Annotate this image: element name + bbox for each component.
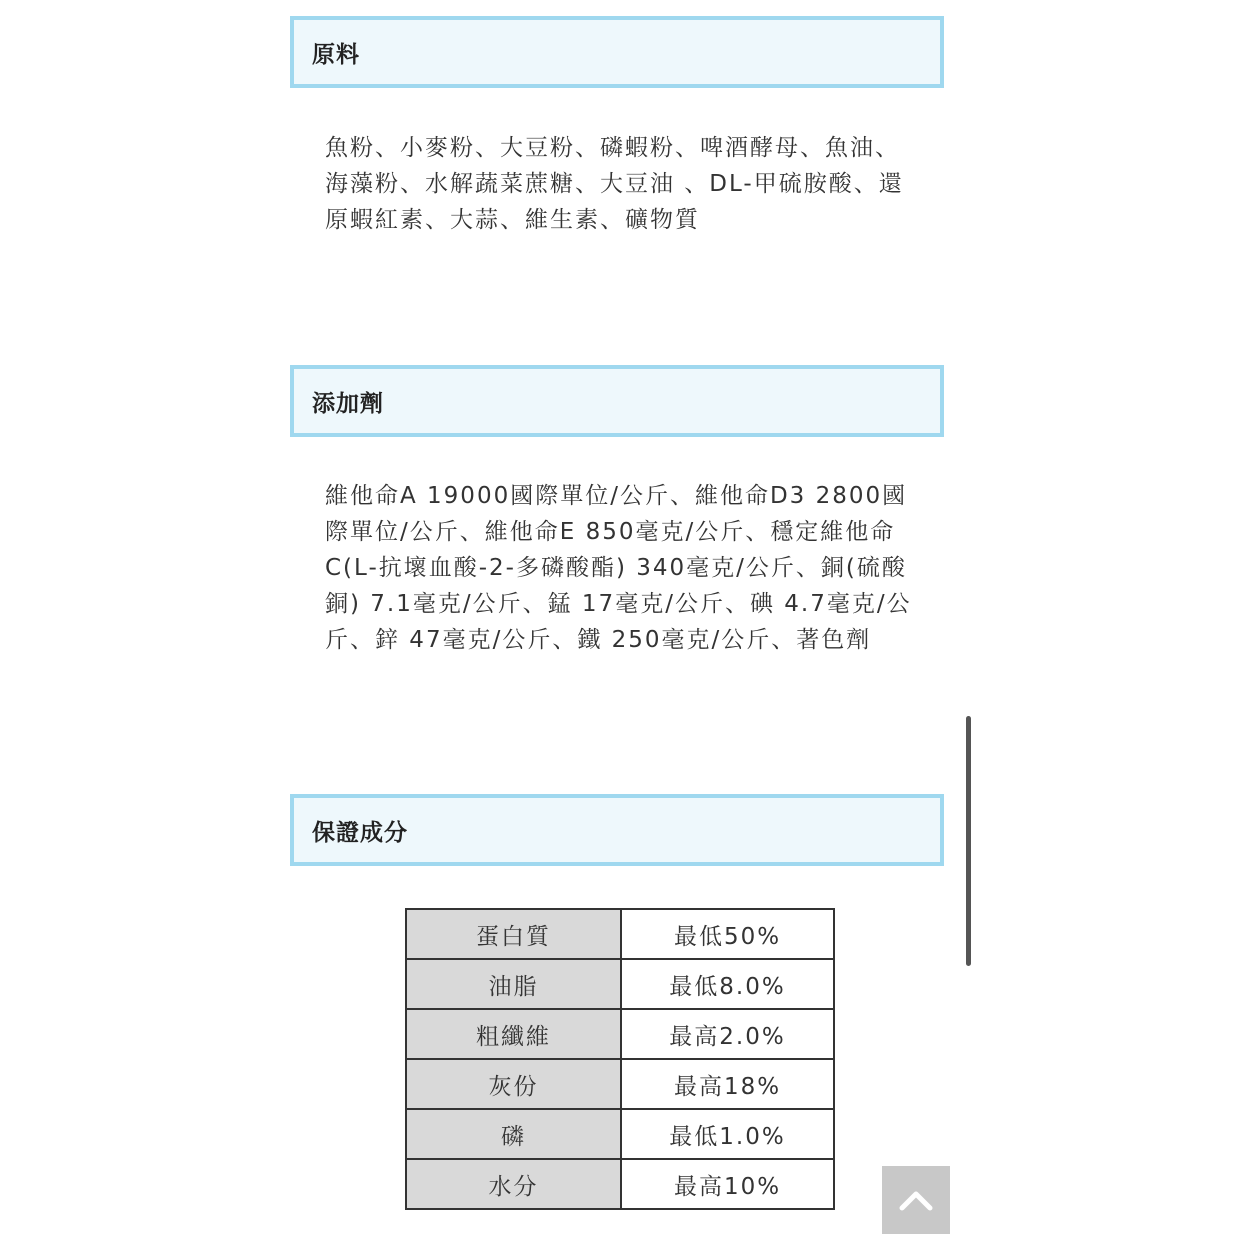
nutrient-value: 最高10% <box>621 1159 834 1209</box>
scrollbar-thumb[interactable] <box>966 716 971 966</box>
table-row <box>406 1009 834 1059</box>
nutrient-name: 水分 <box>406 1159 621 1209</box>
additives-title: 添加劑 <box>312 390 384 417</box>
guaranteed-analysis-title: 保證成分 <box>312 819 408 846</box>
additives-text: 維他命A 19000國際單位/公斤、維他命D3 2800國際單位/公斤、維他命E 850毫克/公斤、穩定維他命 C(L-抗壞血酸-2-多磷酸酯) 340毫克/公斤、銅(硫酸 銅) 7.1毫克/公斤、錳 17毫克/公斤、碘 4.7毫克/公斤、鋅 47毫克/公斤、鐵 250毫克/公斤、著色劑 <box>325 483 912 653</box>
nutrient-value: 最高18% <box>621 1059 834 1109</box>
back-to-top-button[interactable] <box>882 1166 950 1234</box>
table-row <box>406 1159 834 1209</box>
table-row <box>406 1109 834 1159</box>
nutrient-name: 粗纖維 <box>406 1009 621 1059</box>
table-row <box>406 959 834 1009</box>
guaranteed-analysis-table <box>405 908 835 1210</box>
nutrient-value: 最低50% <box>621 909 834 959</box>
additives-header <box>290 365 944 437</box>
nutrient-name: 蛋白質 <box>406 909 621 959</box>
guaranteed-analysis-header <box>290 794 944 866</box>
table-row <box>406 1059 834 1109</box>
nutrient-name: 灰份 <box>406 1059 621 1109</box>
ingredients-header <box>290 16 944 88</box>
ingredients-text: 魚粉、小麥粉、大豆粉、磷蝦粉、啤酒酵母、魚油、海藻粉、水解蔬菜蔗糖、大豆油 、DL-甲硫胺酸、還原蝦紅素、大蒜、維生素、礦物質 <box>325 135 904 233</box>
nutrient-value: 最高2.0% <box>621 1009 834 1059</box>
nutrient-name: 油脂 <box>406 959 621 1009</box>
nutrient-value: 最低8.0% <box>621 959 834 1009</box>
nutrient-value: 最低1.0% <box>621 1109 834 1159</box>
ingredients-title: 原料 <box>312 41 360 68</box>
chevron-up-icon <box>899 1189 933 1211</box>
nutrient-name: 磷 <box>406 1109 621 1159</box>
table-row <box>406 909 834 959</box>
